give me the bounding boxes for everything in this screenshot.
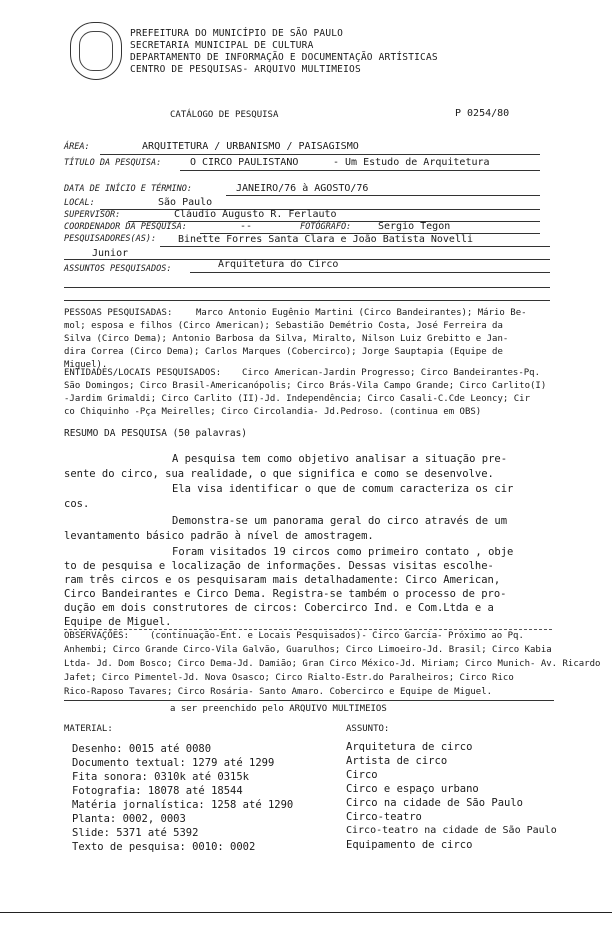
area-value: ARQUITETURA / URBANISMO / PAISAGISMO xyxy=(142,141,359,152)
researchers-continued: Junior xyxy=(92,248,129,259)
subject-item-2: Artista de circo xyxy=(346,755,448,767)
people-label: PESSOAS PESQUISADAS: xyxy=(64,308,173,318)
catalog-code: P 0254/80 xyxy=(455,108,510,119)
material-item-4: Fotografia: 18078 até 18544 xyxy=(72,785,243,797)
header-line-1: PREFEITURA DO MUNICÍPIO DE SÃO PAULO xyxy=(130,28,344,39)
summary-line-11: dução em dois construtores de circos: Cobercirco Ind. e Com.Ltda e a xyxy=(64,602,494,614)
subjects-label: ASSUNTOS PESQUISADOS: xyxy=(64,264,172,274)
summary-line-8: to de pesquisa e localização de informações. Dessas visitas escolhe- xyxy=(64,560,494,572)
photographer-value: Sergio Tegon xyxy=(378,221,451,232)
summary-line-5: Demonstra-se um panorama geral do circo através de um xyxy=(172,515,508,527)
entities-line-4: co Chiquinho -Pça Meirelles; Circo Circolandia- Jd.Pedroso. (continua em OBS) xyxy=(64,407,482,417)
coordinator-value: -- xyxy=(240,221,253,232)
researchers-label: PESQUISADORES(AS): xyxy=(64,234,157,244)
subject-item-3: Circo xyxy=(346,769,378,781)
material-label: MATERIAL: xyxy=(64,724,113,734)
entities-line-3: -Jardim Grimaldi; Circo Carlito (II)-Jd. Independência; Circo Casali-C.Cde Leoncy; Cir xyxy=(64,394,530,404)
people-line-3: Silva (Circo Dema); Antonio Barbosa da Silva, Miralto, Nilson Luiz Grebitto e Jan- xyxy=(64,334,509,344)
dates-value: JANEIRO/76 à AGOSTO/76 xyxy=(236,183,369,194)
area-label: ÁREA: xyxy=(64,142,90,152)
header-line-4: CENTRO DE PESQUISAS- ARQUIVO MULTIMEIOS xyxy=(130,64,361,75)
people-line-2: mol; esposa e filhos (Circo American); Sebastião Demétrio Costa, José Ferreira da xyxy=(64,321,503,331)
people-line-5: Miguel). xyxy=(64,360,108,370)
title-value: O CIRCO PAULISTANO xyxy=(190,157,299,168)
supervisor-label: SUPERVISOR: xyxy=(64,210,121,220)
material-item-2: Documento textual: 1279 até 1299 xyxy=(72,757,275,769)
summary-line-1: A pesquisa tem como objetivo analisar a situação pre- xyxy=(172,453,508,465)
entities-label: ENTIDADES/LOCAIS PESQUISADOS: xyxy=(64,368,222,378)
observations-label: OBSERVAÇÕES: xyxy=(64,631,130,641)
entities-line-1: Circo American-Jardin Progresso; Circo Bandeirantes-Pq. xyxy=(242,368,541,378)
catalog-title: CATÁLOGO DE PESQUISA xyxy=(170,110,279,120)
material-item-1: Desenho: 0015 até 0080 xyxy=(72,743,212,755)
summary-line-10: Circo Bandeirantes e Circo Dema. Registra-se também o processo de pro- xyxy=(64,588,507,600)
summary-line-7: Foram visitados 19 circos como primeiro contato , obje xyxy=(172,546,514,558)
subjects-value: Arquitetura do Circo xyxy=(218,259,339,270)
coat-of-arms-seal xyxy=(70,22,122,80)
subject-item-4: Circo e espaço urbano xyxy=(346,783,479,795)
subject-item-6: Circo-teatro xyxy=(346,811,422,823)
subject-item-7: Circo-teatro na cidade de São Paulo xyxy=(346,825,557,836)
header-line-3: DEPARTAMENTO DE INFORMAÇÃO E DOCUMENTAÇÃO ARTÍSTICAS xyxy=(130,52,438,63)
observations-line-1: (continuação-Ent. e Locais Pesquisados)- Circo Garcia- Próximo ao Pq. xyxy=(150,631,524,641)
observations-line-2: Anhembi; Circo Grande Circo-Vila Galvão, Guarulhos; Circo Limoeiro-Jd. Brasil; Circo Kabia xyxy=(64,645,552,655)
supervisor-value: Cláudio Augusto R. Ferlauto xyxy=(174,209,337,220)
subject-item-5: Circo na cidade de São Paulo xyxy=(346,797,524,809)
observations-line-4: Jafet; Circo Pimentel-Jd. Nova Osasco; Circo Rialto-Estr.do Paralheiros; Circo Rico xyxy=(64,673,514,683)
photographer-label: FOTÓGRAFO: xyxy=(300,222,352,232)
local-value: São Paulo xyxy=(158,197,213,208)
people-line-1: Marco Antonio Eugênio Martini (Circo Bandeirantes); Mário Be- xyxy=(196,308,527,318)
material-item-6: Planta: 0002, 0003 xyxy=(72,813,186,825)
summary-line-2: sente do circo, sua realidade, o que significa e como se desenvolve. xyxy=(64,468,494,480)
title-subtitle: - Um Estudo de Arquitetura xyxy=(333,157,490,168)
material-item-3: Fita sonora: 0310k até 0315k xyxy=(72,771,250,783)
archive-note: a ser preenchido pelo ARQUIVO MULTIMEIOS xyxy=(170,704,387,714)
entities-line-2: São Domingos; Circo Brasil-Americanópolis; Circo Brás-Vila Campo Grande; Circo Carlito(I) xyxy=(64,381,547,391)
summary-line-6: levantamento básico padrão à nível de amostragem. xyxy=(64,530,374,542)
material-item-8: Texto de pesquisa: 0010: 0002 xyxy=(72,841,256,853)
material-item-7: Slide: 5371 até 5392 xyxy=(72,827,199,839)
summary-line-3: Ela visa identificar o que de comum caracteriza os cir xyxy=(172,483,514,495)
title-label: TÍTULO DA PESQUISA: xyxy=(64,158,162,168)
subject-label: ASSUNTO: xyxy=(346,724,390,734)
summary-line-9: ram três circos e os pesquisaram mais detalhadamente: Circo American, xyxy=(64,574,501,586)
material-item-5: Matéria jornalística: 1258 até 1290 xyxy=(72,799,294,811)
observations-line-5: Rico-Raposo Tavares; Circo Rosária- Santo Amaro. Cobercirco e Equipe de Miguel. xyxy=(64,687,493,697)
coordinator-label: COORDENADOR DA PESQUISA: xyxy=(64,222,187,232)
summary-line-4: cos. xyxy=(64,498,90,510)
subject-item-1: Arquitetura de circo xyxy=(346,741,473,753)
people-line-4: dira Correa (Circo Dema); Carlos Marques (Cobercirco); Jorge Sauptapia (Equipe de xyxy=(64,347,503,357)
summary-line-12: Equipe de Miguel. xyxy=(64,616,172,628)
header-line-2: SECRETARIA MUNICIPAL DE CULTURA xyxy=(130,40,314,51)
subject-item-8: Equipamento de circo xyxy=(346,839,473,851)
local-label: LOCAL: xyxy=(64,198,95,208)
dates-label: DATA DE INÍCIO E TÉRMINO: xyxy=(64,184,192,194)
observations-line-3: Ltda- Jd. Dom Bosco; Circo Dema-Jd. Damião; Gran Circo México-Jd. Miriam; Circo Munich- Av. Ricardo xyxy=(64,659,601,669)
summary-label: RESUMO DA PESQUISA (50 palavras) xyxy=(64,428,248,439)
researchers-value: Binette Forres Santa Clara e João Batista Novelli xyxy=(178,234,474,245)
